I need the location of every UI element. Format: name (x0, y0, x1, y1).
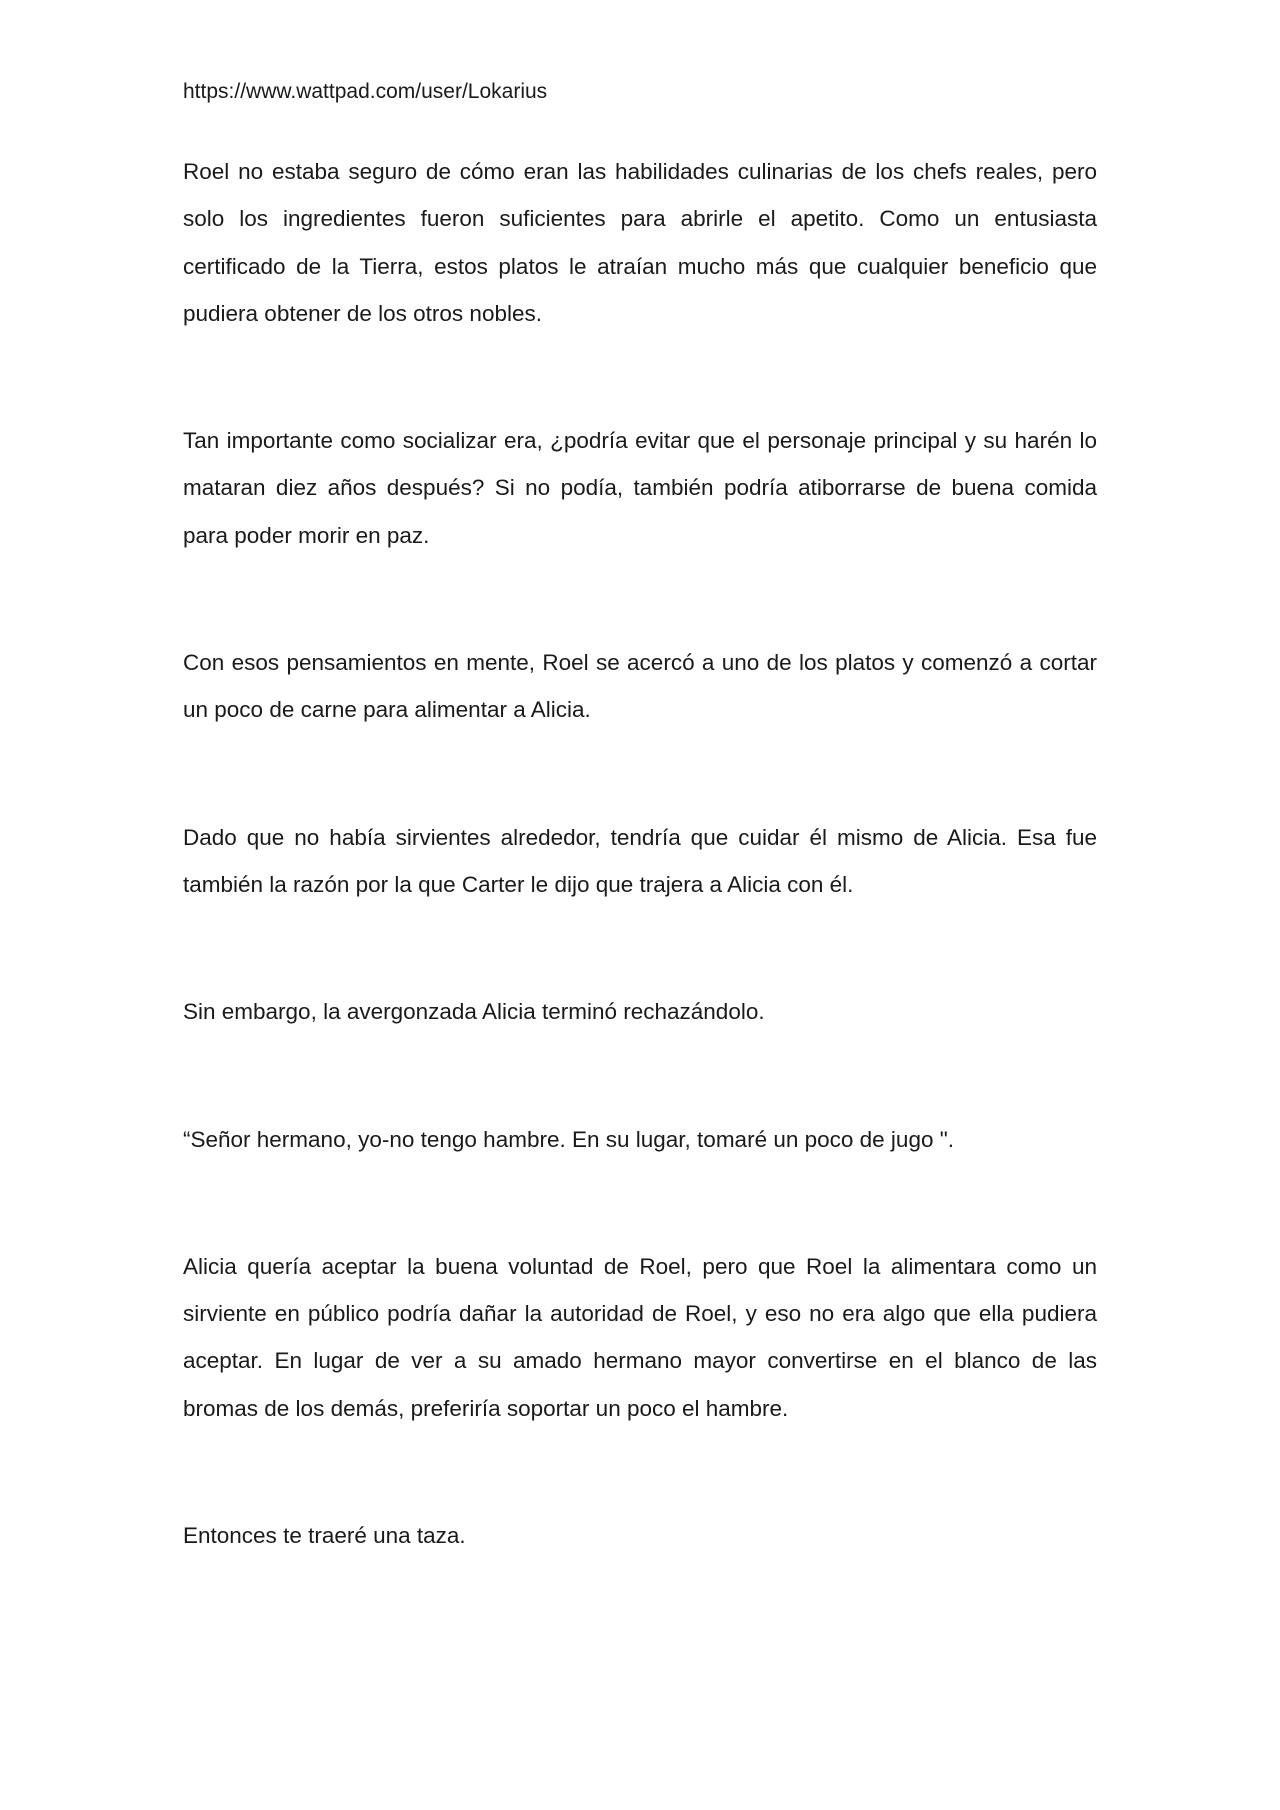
document-body (183, 148, 1097, 1559)
paragraph: “Señor hermano, yo-no tengo hambre. En su lugar, tomaré un poco de jugo ". (183, 1126, 954, 1152)
paragraph: Alicia quería aceptar la buena voluntad de Roel, pero que Roel la alimentara como un sirviente en público podría dañar la autoridad de Roel, y eso no era algo que ella pudiera aceptar. En lugar de ver a su amado hermano mayor convertirse en el blanco de las bromas de los demás, preferiría soportar un poco el hambre. (183, 1253, 1097, 1421)
paragraph: Entonces te traeré una taza. (183, 1523, 466, 1549)
header-url: https://www.wattpad.com/user/Lokarius (183, 80, 548, 103)
paragraph: Sin embargo, la avergonzada Alicia terminó rechazándolo. (183, 999, 765, 1025)
paragraph: Tan importante como socializar era, ¿podría evitar que el personaje principal y su harén lo mataran diez años después? Si no podía, también podría atiborrarse de buena comida para poder morir en paz. (183, 428, 1097, 548)
paragraph: Roel no estaba seguro de cómo eran las habilidades culinarias de los chefs reales, pero solo los ingredientes fueron suficientes para abrirle el apetito. Como un entusiasta certificado de la Tierra, estos platos le atraían mucho más que cualquier beneficio que pudiera obtener de los otros nobles. (183, 159, 1097, 326)
paragraph: Dado que no había sirvientes alrededor, tendría que cuidar él mismo de Alicia. Esa fue también la razón por la que Carter le dijo que trajera a Alicia con él. (183, 824, 1097, 897)
paragraph: Con esos pensamientos en mente, Roel se acercó a uno de los platos y comenzó a cortar un poco de carne para alimentar a Alicia. (183, 650, 1097, 723)
